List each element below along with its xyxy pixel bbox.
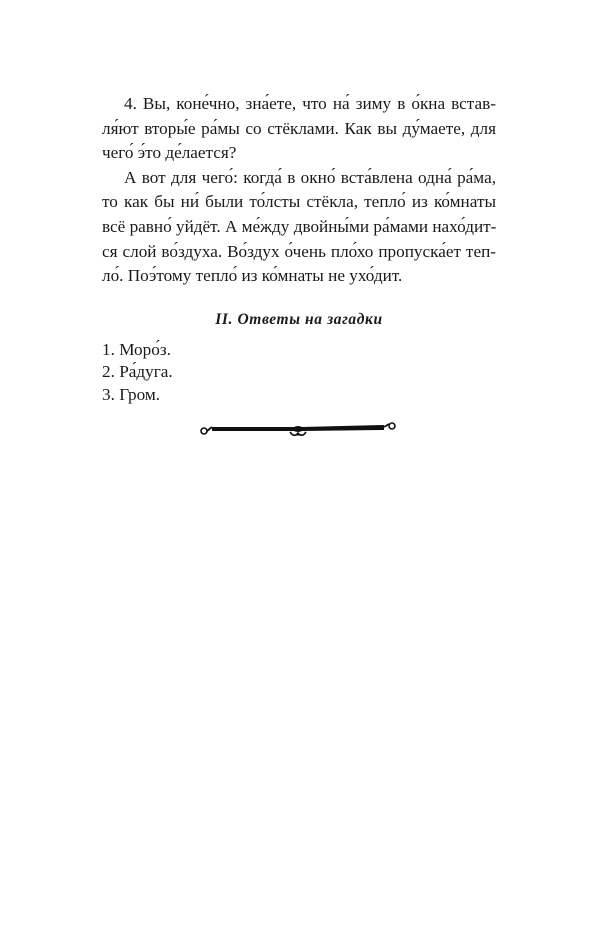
question-4-line-2: ля́ют вторы́е ра́мы со стёклами. Как вы ду́маете, для [102,118,496,138]
answer-4-line-5: ло́. Поэ́тому тепло́ из ко́мнаты не ухо́дит. [102,266,403,286]
question-4-paragraph [102,92,496,166]
decorative-divider-icon [198,418,398,444]
question-4-line-3: чего́ э́то де́лается? [102,143,237,163]
question-4-line-1: 4. Вы, коне́чно, зна́ете, что на́ зиму в о́кна встав- [124,94,496,113]
list-item: 3. Гром. [102,384,161,404]
answer-4-paragraph [102,166,496,289]
answer-4-line-1: А вот для чего́: когда́ в окно́ вста́влена одна́ ра́ма, [124,167,496,187]
page-content [102,92,496,406]
riddle-answers-list [102,339,496,407]
answer-4-line-3: всё равно́ уйдёт. А ме́жду двойны́ми ра́мами нахо́дит- [102,216,497,236]
answer-4-line-2: то как бы ни́ были то́лсты стёкла, тепло́ из ко́мнаты [102,192,496,212]
answer-4-line-4: ся слой во́здуха. Во́здух о́чень пло́хо пропуска́ет теп- [102,241,496,261]
section-title-riddle-answers: II. Ответы на загадки [215,310,383,328]
list-item: 2. Ра́дуга. [102,362,173,382]
list-item: 1. Моро́з. [102,339,171,359]
